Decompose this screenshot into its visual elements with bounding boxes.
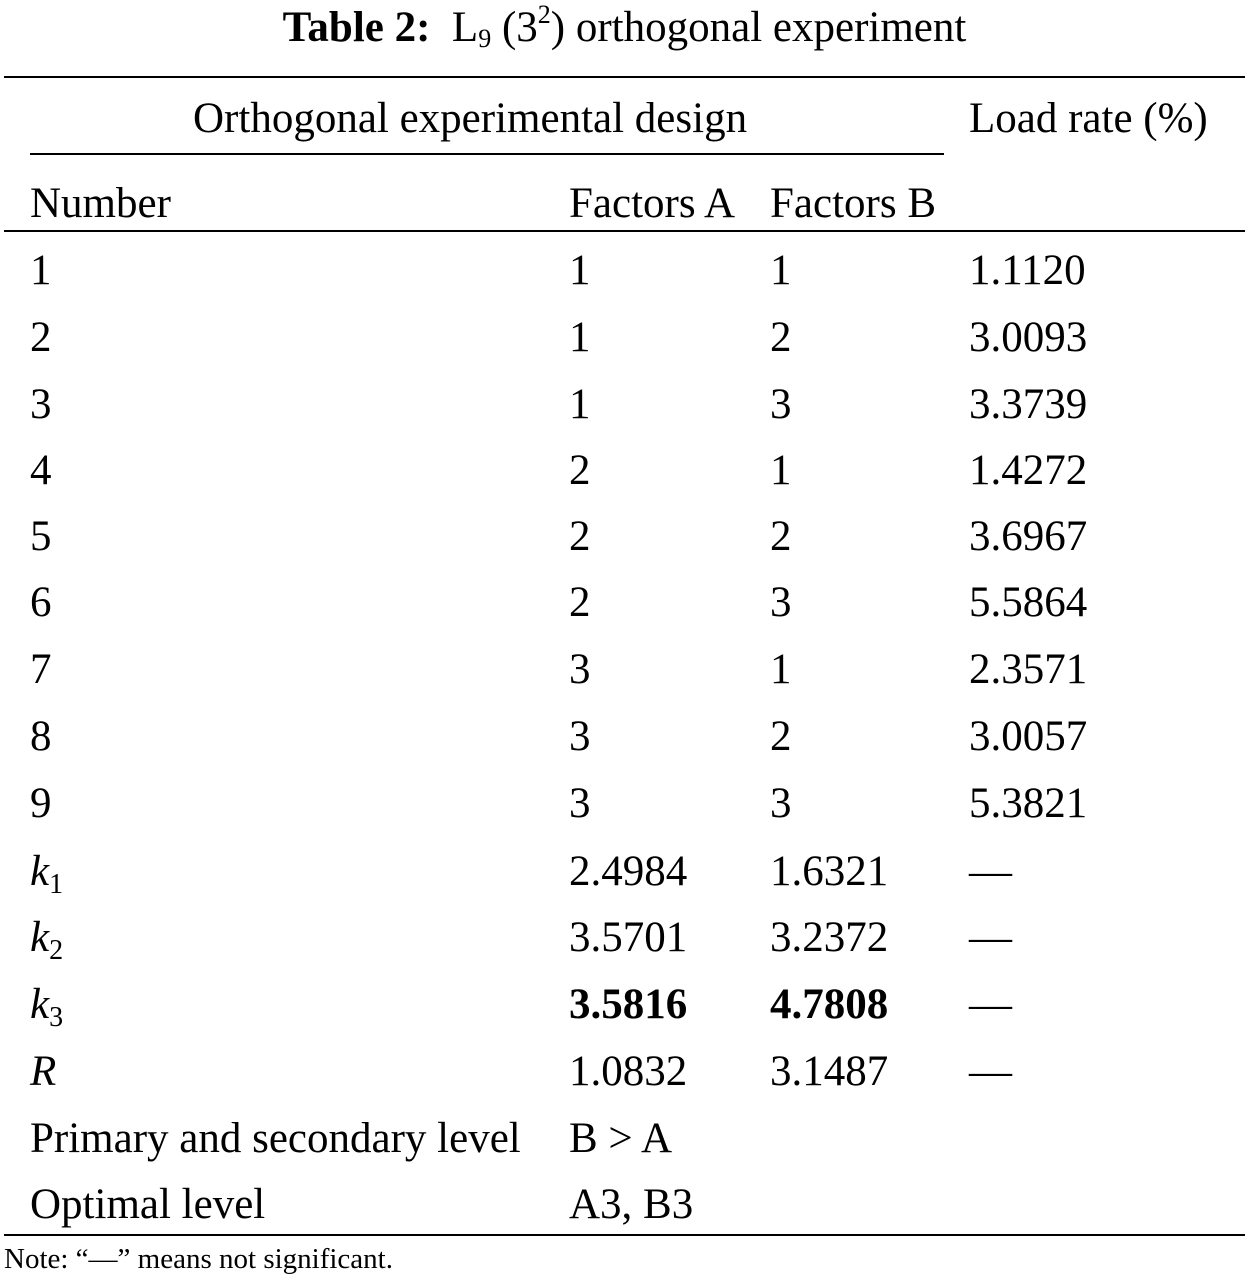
row-factor-b: 1 xyxy=(770,247,792,294)
row-load-rate: 1.1120 xyxy=(969,247,1086,294)
row-factor-a: 3 xyxy=(569,713,591,760)
header-group: Orthogonal experimental design xyxy=(193,95,748,142)
row-number: 6 xyxy=(30,579,52,626)
row-load-rate: 3.0093 xyxy=(969,314,1088,361)
stat-symbol-letter: R xyxy=(30,1048,57,1095)
row-number: 3 xyxy=(30,381,52,428)
table-note: Note: “—” means not significant. xyxy=(4,1243,393,1275)
stat-symbol-letter: k xyxy=(30,848,50,895)
bottom-rule xyxy=(4,1234,1245,1236)
row-factor-a: 2 xyxy=(569,513,591,560)
row-load-rate: 3.3739 xyxy=(969,381,1088,428)
stat-factor-a: 2.4984 xyxy=(569,848,688,895)
caption-label: Table 2: xyxy=(282,4,431,51)
stat-load-rate: — xyxy=(969,1048,1012,1095)
stat-symbol-subscript: 3 xyxy=(49,1002,64,1033)
header-factor-a: Factors A xyxy=(569,180,736,227)
stat-symbol-subscript: 1 xyxy=(49,869,64,900)
stat-symbol xyxy=(30,914,64,966)
row-number: 2 xyxy=(30,314,52,361)
row-load-rate: 2.3571 xyxy=(969,646,1088,693)
stat-symbol-letter: k xyxy=(30,981,50,1028)
row-factor-a: 2 xyxy=(569,447,591,494)
optimal-level-label: Optimal level xyxy=(30,1181,266,1228)
caption-superscript: 2 xyxy=(537,0,551,29)
header-number: Number xyxy=(30,180,171,227)
caption-subscript: 9 xyxy=(478,24,492,53)
row-number: 8 xyxy=(30,713,52,760)
caption-rest: orthogonal experiment xyxy=(575,4,967,51)
stat-factor-b: 1.6321 xyxy=(770,848,889,895)
header-factor-b: Factors B xyxy=(770,180,937,227)
caption-paren-close: ) xyxy=(550,4,566,51)
row-factor-a: 1 xyxy=(569,314,591,361)
table-caption xyxy=(0,0,1249,53)
row-factor-a: 3 xyxy=(569,646,591,693)
stat-load-rate: — xyxy=(969,848,1012,895)
primary-secondary-label: Primary and secondary level xyxy=(30,1115,521,1162)
stat-symbol-letter: k xyxy=(30,914,50,961)
stat-factor-a: 3.5701 xyxy=(569,914,688,961)
header-rule xyxy=(4,230,1245,232)
caption-paren-open: (3 xyxy=(501,4,538,51)
row-factor-b: 2 xyxy=(770,314,792,361)
row-factor-a: 3 xyxy=(569,780,591,827)
row-factor-b: 2 xyxy=(770,513,792,560)
stat-load-rate: — xyxy=(969,981,1012,1028)
stat-factor-b: 3.1487 xyxy=(770,1048,889,1095)
row-factor-b: 1 xyxy=(770,447,792,494)
header-load-rate: Load rate (%) xyxy=(969,95,1208,142)
row-number: 9 xyxy=(30,780,52,827)
row-factor-b: 3 xyxy=(770,381,792,428)
row-number: 5 xyxy=(30,513,52,560)
group-underline xyxy=(30,153,944,155)
stat-factor-b-optimal: 4.7808 xyxy=(770,981,889,1028)
primary-secondary-value: B > A xyxy=(569,1115,673,1162)
row-factor-a: 1 xyxy=(569,381,591,428)
row-load-rate: 3.6967 xyxy=(969,513,1088,560)
stat-symbol xyxy=(30,981,64,1033)
stat-symbol xyxy=(30,1048,56,1096)
stat-symbol-subscript: 2 xyxy=(49,935,64,966)
row-factor-b: 3 xyxy=(770,780,792,827)
stat-factor-a-optimal: 3.5816 xyxy=(569,981,688,1028)
row-number: 1 xyxy=(30,247,52,294)
row-number: 4 xyxy=(30,447,52,494)
stat-factor-a: 1.0832 xyxy=(569,1048,688,1095)
row-load-rate: 5.5864 xyxy=(969,579,1088,626)
stat-factor-b: 3.2372 xyxy=(770,914,889,961)
caption-letter: L xyxy=(451,4,479,51)
stat-symbol xyxy=(30,848,64,900)
row-factor-a: 2 xyxy=(569,579,591,626)
row-factor-b: 3 xyxy=(770,579,792,626)
row-load-rate: 5.3821 xyxy=(969,780,1088,827)
top-rule xyxy=(4,76,1245,78)
row-factor-b: 2 xyxy=(770,713,792,760)
stat-load-rate: — xyxy=(969,914,1012,961)
row-factor-a: 1 xyxy=(569,247,591,294)
row-load-rate: 3.0057 xyxy=(969,713,1088,760)
optimal-level-value: A3, B3 xyxy=(569,1181,694,1228)
row-number: 7 xyxy=(30,646,52,693)
row-factor-b: 1 xyxy=(770,646,792,693)
row-load-rate: 1.4272 xyxy=(969,447,1088,494)
